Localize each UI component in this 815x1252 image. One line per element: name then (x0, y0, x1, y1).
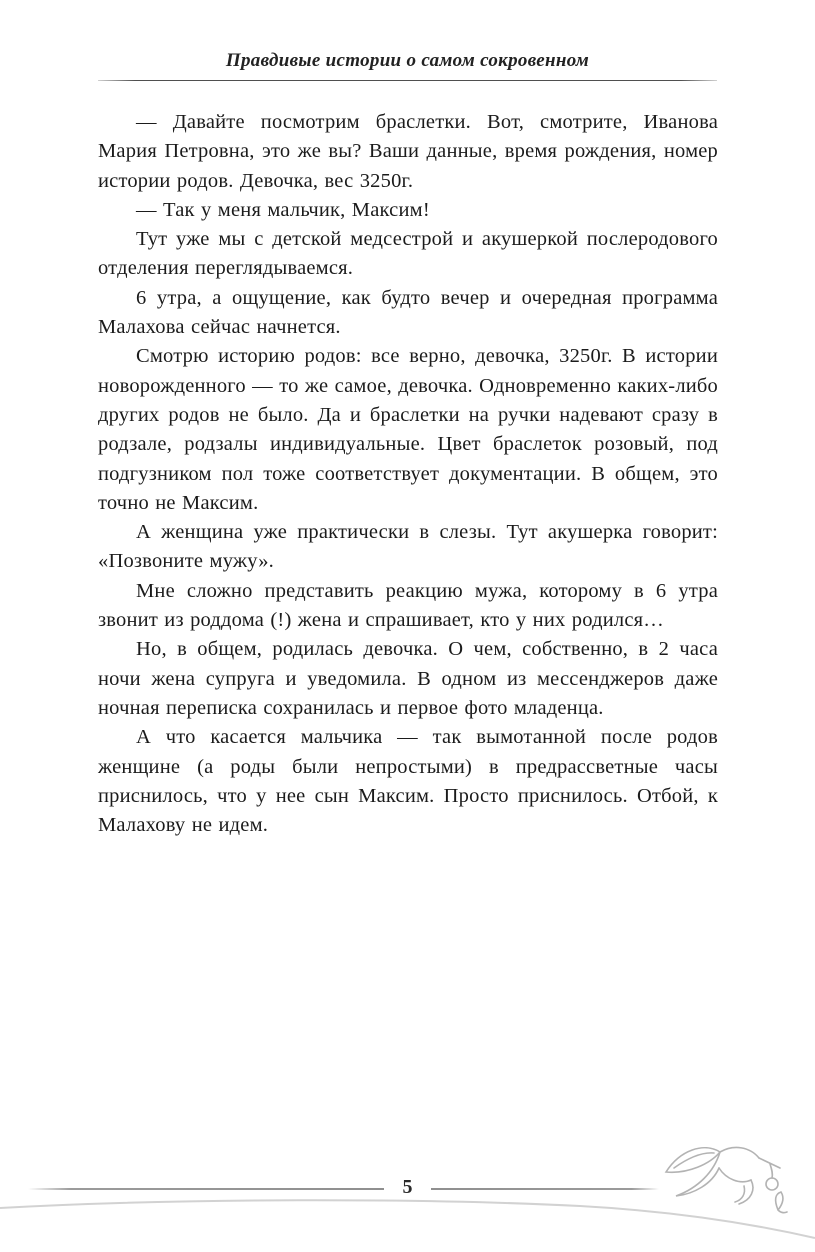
paragraph: — Так у меня мальчик, Максим! (136, 198, 430, 221)
paragraph: А женщина уже практически в слезы. Тут акушерка говорит: «Позвоните мужу». (98, 521, 718, 573)
paragraph: А что касается мальчика — так вымотанной после родов женщине (а роды были непростыми) в предрассветные часы приснилось, что у нее сын Максим. Просто приснилось. Отбой, к Малахову не идем. (98, 726, 718, 837)
footer-rule-left (28, 1188, 384, 1190)
running-head: Правдивые истории о самом сокровенном (225, 50, 590, 71)
paragraph: — Давайте посмотрим браслетки. Вот, смотрите, Иванова Мария Петровна, это же вы? Ваши данные, время рождения, номер истории родов. Девочка, вес 3250г. (98, 111, 718, 192)
footer-rule-right (431, 1188, 659, 1190)
page-body (98, 108, 718, 840)
paragraph: 6 утра, а ощущение, как будто вечер и очередная программа Малахова сейчас начнется. (98, 286, 718, 339)
paragraph: Смотрю историю родов: все верно, девочка, 3250г. В истории новорожденного — то же самое, девочка. Одновременно каких-либо других родов не было. Да и браслетки на ручки надевают сразу в родзале, родзалы индивидуальные. Цвет браслеток розовый, под подгузником пол тоже соответствует документации. В общем, это точно не Максим. (98, 345, 718, 514)
page-number: 5 (402, 1176, 413, 1198)
header-rule (98, 80, 717, 81)
paragraph: Тут уже мы с детской медсестрой и акушеркой послеродового отделения переглядываемся. (98, 228, 718, 280)
stork-illustration (652, 1138, 794, 1240)
paragraph: Мне сложно представить реакцию мужа, которому в 6 утра звонит из роддома (!) жена и спрашивает, кто у них родился… (98, 579, 718, 632)
paragraph: Но, в общем, родилась девочка. О чем, собственно, в 2 часа ночи жена супруга и уведомила. В одном из мессенджеров даже ночная переписка сохранилась и первое фото младенца. (98, 638, 718, 719)
